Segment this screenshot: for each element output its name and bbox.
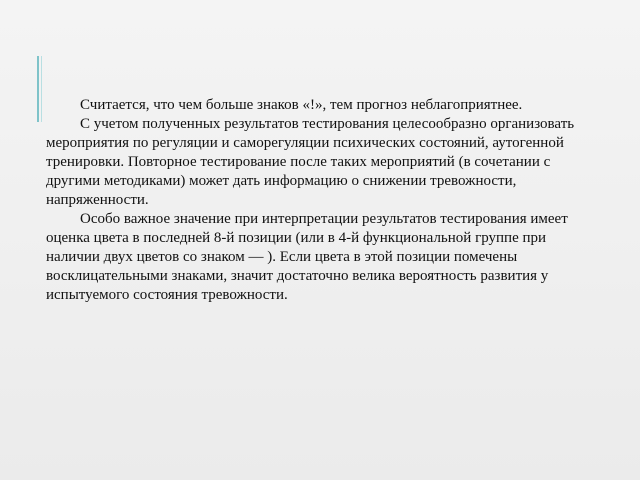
paragraph-interpretation: Особо важное значение при интерпретации результатов тестирования имеет оценка цвета в последней 8-й позиции (или в 4-й функциональной группе при наличии двух цветов со знаком — ). Если цвета в этой позиции помечены восклицательными знаками, значит достаточно велика вероятность развития у испытуемого состояния тревожности. — [46, 211, 568, 303]
slide-body-text — [46, 96, 598, 305]
accent-bar — [37, 56, 39, 122]
paragraph-prognosis: Считается, что чем больше знаков «!», тем прогноз неблагоприятнее. — [80, 97, 523, 113]
accent-bar-secondary — [41, 56, 42, 122]
paragraph-recommendations: С учетом полученных результатов тестирования целесообразно организовать мероприятия по регуляции и саморегуляции психических состояний, аутогенной тренировки. Повторное тестирование после таких мероприятий (в сочетании с другими методиками) может дать информацию о снижении тревожности, напряженности. — [46, 116, 575, 208]
